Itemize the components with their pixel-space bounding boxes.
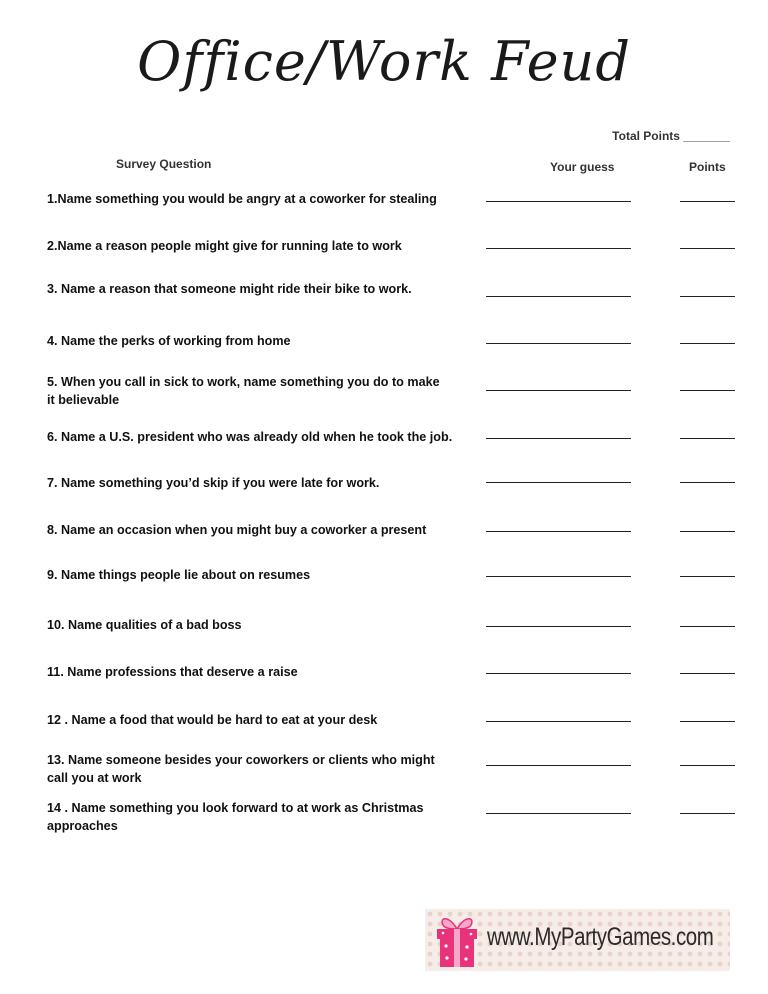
- guess-answer-line[interactable]: [486, 626, 631, 627]
- guess-answer-line[interactable]: [486, 248, 631, 249]
- guess-answer-line[interactable]: [486, 673, 631, 674]
- guess-answer-line[interactable]: [486, 576, 631, 577]
- question-text: 3. Name a reason that someone might ride their bike to work.: [47, 282, 412, 296]
- points-answer-line[interactable]: [680, 201, 735, 202]
- guess-answer-line[interactable]: [486, 531, 631, 532]
- brand-banner: [425, 909, 730, 971]
- question-text: 7. Name something you’d skip if you were late for work.: [47, 476, 380, 490]
- guess-answer-line[interactable]: [486, 390, 631, 391]
- points-answer-line[interactable]: [680, 531, 735, 532]
- header-points: Points: [689, 160, 726, 174]
- points-answer-line[interactable]: [680, 673, 735, 674]
- points-answer-line[interactable]: [680, 343, 735, 344]
- points-answer-line[interactable]: [680, 296, 735, 297]
- guess-answer-line[interactable]: [486, 343, 631, 344]
- question-text: 11. Name professions that deserve a raise: [47, 665, 298, 679]
- question-text: 5. When you call in sick to work, name something you do to make it believable: [47, 375, 440, 407]
- points-answer-line[interactable]: [680, 438, 735, 439]
- guess-answer-line[interactable]: [486, 201, 631, 202]
- question-text: 13. Name someone besides your coworkers or clients who might call you at work: [47, 753, 435, 785]
- guess-answer-line[interactable]: [486, 438, 631, 439]
- points-answer-line[interactable]: [680, 576, 735, 577]
- question-text: 1.Name something you would be angry at a coworker for stealing: [47, 192, 437, 206]
- question-text: 4. Name the perks of working from home: [47, 334, 291, 348]
- header-your-guess: Your guess: [550, 160, 615, 174]
- question-text: 12 . Name a food that would be hard to eat at your desk: [47, 713, 378, 727]
- gift-icon: [433, 911, 481, 969]
- brand-url: www.MyPartyGames.com: [487, 923, 714, 951]
- guess-answer-line[interactable]: [486, 765, 631, 766]
- points-answer-line[interactable]: [680, 390, 735, 391]
- guess-answer-line[interactable]: [486, 482, 631, 483]
- question-text: 8. Name an occasion when you might buy a coworker a present: [47, 523, 427, 537]
- guess-answer-line[interactable]: [486, 296, 631, 297]
- question-text: 6. Name a U.S. president who was already old when he took the job.: [47, 430, 453, 444]
- points-answer-line[interactable]: [680, 482, 735, 483]
- guess-answer-line[interactable]: [486, 721, 631, 722]
- points-answer-line[interactable]: [680, 765, 735, 766]
- points-answer-line[interactable]: [680, 813, 735, 814]
- question-text: 9. Name things people lie about on resumes: [47, 568, 311, 582]
- points-answer-line[interactable]: [680, 248, 735, 249]
- question-text: 14 . Name something you look forward to at work as Christmas approaches: [47, 801, 424, 833]
- page-title: Office/Work Feud: [137, 30, 631, 93]
- question-text: 2.Name a reason people might give for running late to work: [47, 239, 402, 253]
- points-answer-line[interactable]: [680, 626, 735, 627]
- guess-answer-line[interactable]: [486, 813, 631, 814]
- header-survey-question: Survey Question: [116, 157, 212, 171]
- total-points-label: Total Points _______: [612, 129, 730, 143]
- points-answer-line[interactable]: [680, 721, 735, 722]
- question-text: 10. Name qualities of a bad boss: [47, 618, 242, 632]
